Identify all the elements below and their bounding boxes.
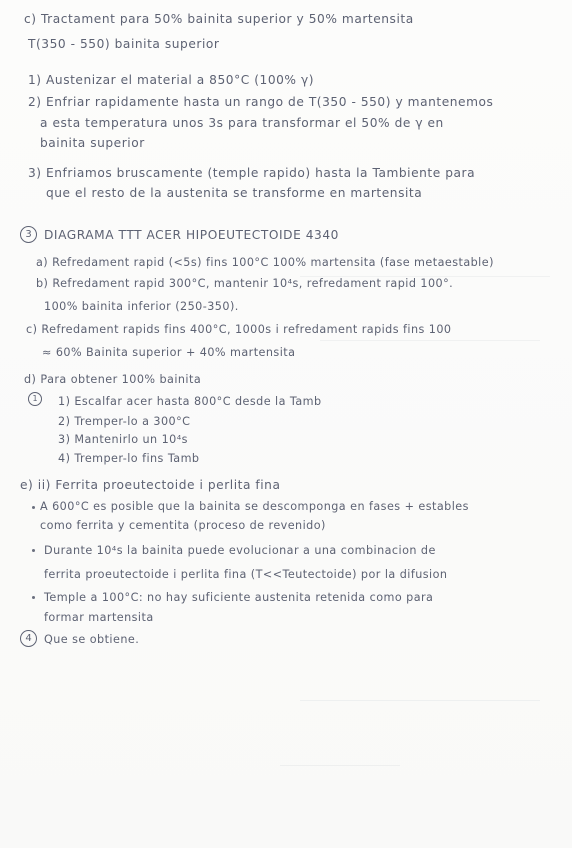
item-e-bullet-1-line-1: A 600°C es posible que la bainita se descomponga en fases + estables — [40, 500, 469, 513]
step-2-line-2: a esta temperatura unos 3s para transformar el 50% de γ en — [40, 116, 444, 130]
item-e-bullet-2-line-2: ferrita proeutectoide i perlita fina (T<<Teutectoide) por la difusion — [44, 568, 448, 581]
item-b-line-2: 100% bainita inferior (250-350). — [44, 300, 239, 313]
item-d-marker-circle: 1 — [28, 392, 42, 406]
section-3-number-circle: 3 — [20, 226, 37, 243]
step-2-line-1: 2) Enfriar rapidamente hasta un rango de T(350 - 550) y mantenemos — [28, 95, 494, 109]
item-a: a) Refredament rapid (<5s) fins 100°C 100% martensita (fase metaestable) — [36, 256, 494, 269]
bullet-dot — [32, 506, 35, 509]
bleed-through-mark — [320, 340, 540, 341]
bleed-through-mark — [280, 765, 400, 766]
bullet-dot — [32, 549, 35, 552]
step-3-line-1: 3) Enfriamos bruscamente (temple rapido) hasta la Tambiente para — [28, 166, 476, 180]
item-d-step-2: 2) Tremper-lo a 300°C — [58, 415, 191, 428]
item-e-bullet-1-line-2: como ferrita y cementita (proceso de revenido) — [40, 519, 326, 532]
item-c-line-2: ≈ 60% Bainita superior + 40% martensita — [42, 346, 296, 359]
item-b-line-1: b) Refredament rapid 300°C, mantenir 10⁴s, refredament rapid 100°. — [36, 277, 454, 290]
section-c-heading: c) Tractament para 50% bainita superior y 50% martensita — [24, 12, 414, 26]
item-e-title: e) ii) Ferrita proeutectoide i perlita fina — [20, 478, 281, 492]
step-3-line-2: que el resto de la austenita se transforme en martensita — [46, 186, 423, 200]
item-d-title: d) Para obtener 100% bainita — [24, 373, 202, 386]
bullet-dot — [32, 596, 35, 599]
item-d-step-3: 3) Mantenirlo un 10⁴s — [58, 433, 188, 446]
section-c-range: T(350 - 550) bainita superior — [28, 37, 220, 51]
item-d-step-4: 4) Tremper-lo fins Tamb — [58, 452, 200, 465]
section-4-text: Que se obtiene. — [44, 633, 140, 646]
section-4-number-circle: 4 — [20, 630, 37, 647]
item-d-step-1: 1) Escalfar acer hasta 800°C desde la Tamb — [58, 395, 322, 408]
step-1: 1) Austenizar el material a 850°C (100% γ) — [28, 73, 315, 87]
step-2-line-3: bainita superior — [40, 136, 145, 150]
item-e-bullet-3-line-2: formar martensita — [44, 611, 154, 624]
section-3-title: DIAGRAMA TTT ACER HIPOEUTECTOIDE 4340 — [44, 228, 339, 242]
item-e-bullet-2-line-1: Durante 10⁴s la bainita puede evolucionar a una combinacion de — [44, 544, 436, 557]
item-c-line-1: c) Refredament rapids fins 400°C, 1000s i refredament rapids fins 100 — [26, 323, 452, 336]
item-e-bullet-3-line-1: Temple a 100°C: no hay suficiente austenita retenida como para — [44, 591, 434, 604]
bleed-through-mark — [300, 700, 540, 701]
